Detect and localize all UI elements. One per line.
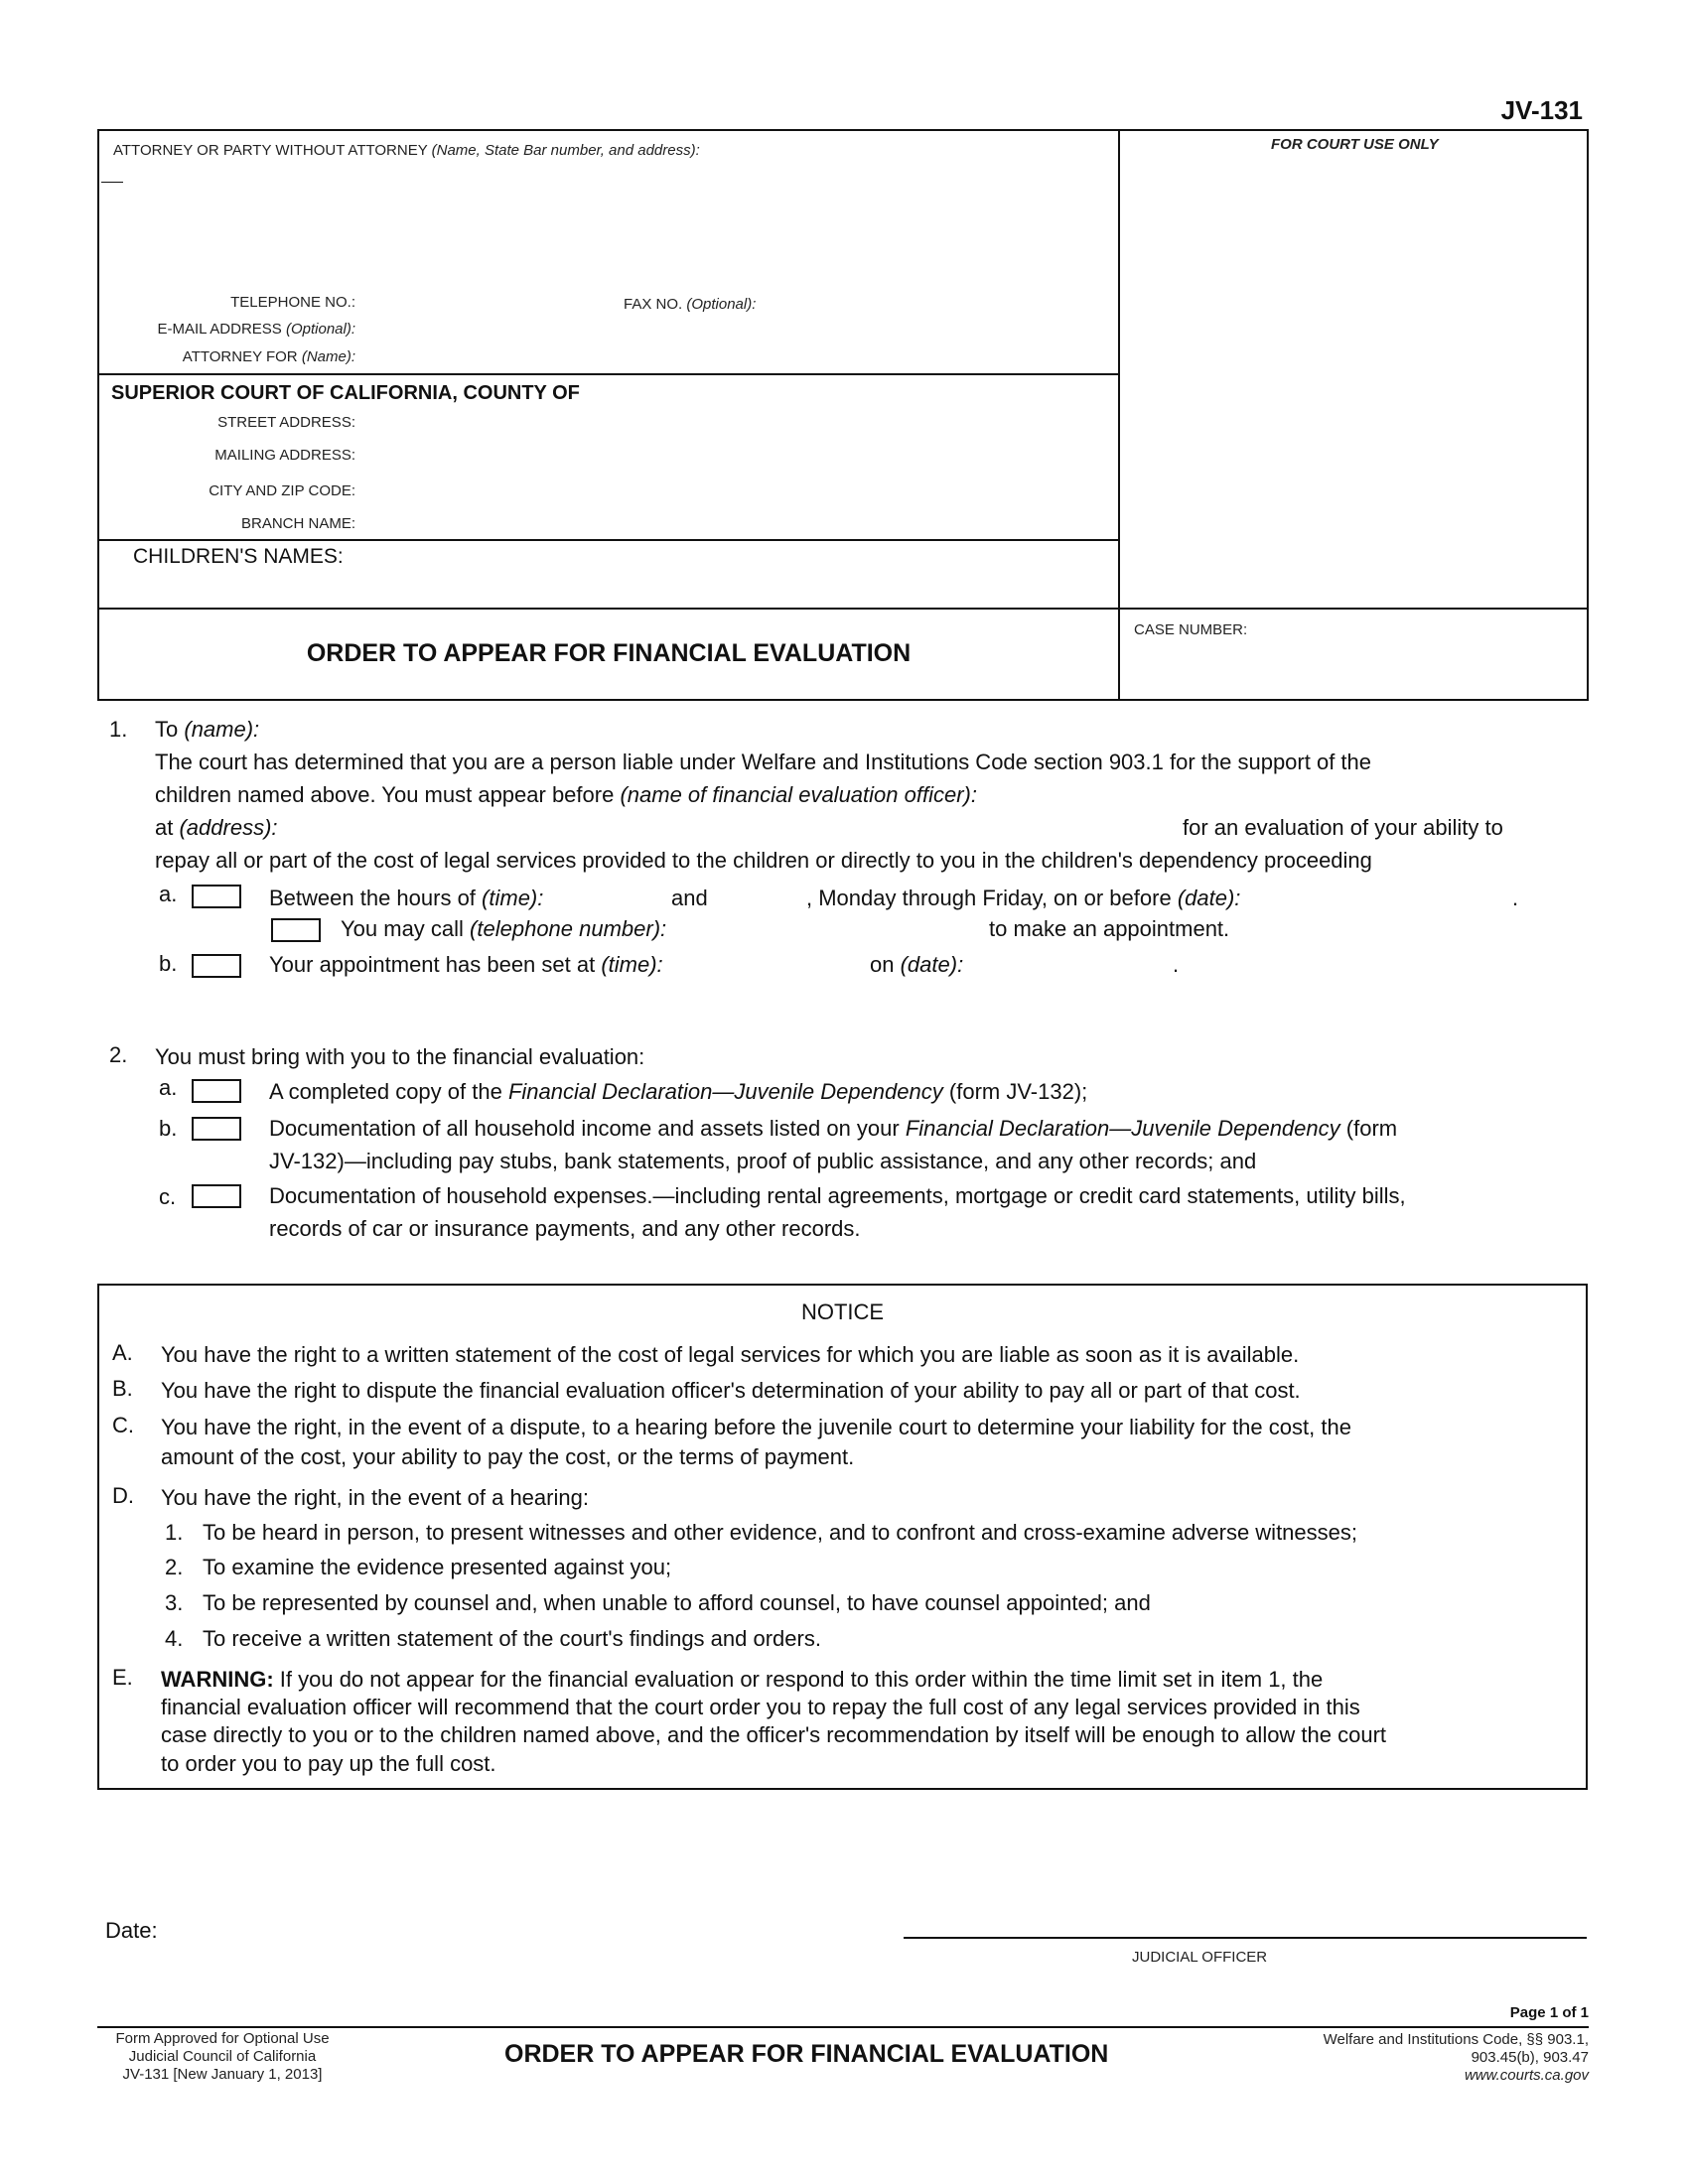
item1b-checkbox[interactable] [192,954,241,978]
notice-C1: You have the right, in the event of a dispute, to a hearing before the juvenile court to determine your liability for the cost, the [161,1415,1351,1439]
court-name: SUPERIOR COURT OF CALIFORNIA, COUNTY OF [111,382,580,404]
item1-to [155,715,259,744]
signature-line [904,1937,1587,1939]
children-label: CHILDREN'S NAMES: [133,545,344,568]
item1a-time-from[interactable] [586,886,669,913]
item1-name-label: (name): [184,717,260,742]
attorney-label-italic: (Name, State Bar number, and address): [431,142,700,159]
item2b-text1: Documentation of all household income and assets listed on your [269,1116,900,1141]
city-input[interactable] [361,478,1100,503]
county-input[interactable] [635,380,1106,408]
footer-rule [97,2026,1589,2028]
item1b-letter: b. [159,951,178,976]
item2-intro: You must bring with you to the financial evaluation: [155,1044,645,1069]
item1a-time-to[interactable] [721,886,804,913]
fax-input[interactable] [780,290,1102,316]
item2a-text1: A completed copy of the [269,1079,502,1104]
item1a-mf [806,884,1240,912]
children-input[interactable] [361,544,1100,572]
notice-D4: To receive a written statement of the court's findings and orders. [203,1626,821,1651]
attorney-mark [101,182,123,183]
title-divider [97,608,1589,610]
item1a-and: and [671,886,708,910]
notice-E-letter: E. [112,1665,133,1690]
notice-D-letter: D. [112,1483,134,1508]
item1a-text1: Between the hours of [269,886,476,910]
footer-right3: www.courts.ca.gov [1464,2067,1589,2084]
attorney-label [113,142,700,159]
footer-left1: Form Approved for Optional Use [115,2030,330,2047]
item1a-checkbox[interactable] [192,885,241,908]
footer-right1: Welfare and Institutions Code, §§ 903.1, [1323,2031,1589,2048]
fax-label [624,296,756,313]
item1a-mf-text: , Monday through Friday, on or before [806,886,1172,910]
signature-input[interactable] [914,1906,1583,1936]
case-number-input[interactable] [1134,650,1575,680]
notice-B: You have the right to dispute the financial evaluation officer's determination of your ability to pay all or part of that cost. [161,1378,1301,1403]
item1-number: 1. [109,717,128,742]
header-vertical-divider [1118,129,1120,701]
footer-left [97,2030,348,2084]
address-input[interactable] [303,815,1171,843]
notice-D1-num: 1. [165,1520,184,1545]
item2b-letter: b. [159,1116,178,1141]
form-id: JV-131 [1500,95,1583,125]
item1b-date-input[interactable] [983,952,1176,980]
telephone-input[interactable] [361,290,614,316]
notice-B-letter: B. [112,1376,133,1401]
item1-line2-text: children named above. You must appear before [155,782,615,807]
item1b-date-label: (date): [900,952,964,977]
notice-E-warning: WARNING: [161,1667,274,1692]
footer-right [1324,2031,1589,2085]
item2c-line2: records of car or insurance payments, and any other records. [269,1216,861,1241]
street-input[interactable] [361,409,1100,435]
mailing-label: MAILING ADDRESS: [214,447,355,464]
notice-E4: to order you to pay up the full cost. [161,1751,496,1776]
notice-E2: financial evaluation officer will recommend that the court order you to repay the full cost of any legal services provided in this [161,1695,1360,1719]
item2a-letter: a. [159,1075,178,1100]
attorney-for-label [97,348,355,365]
item2c-letter: c. [159,1184,177,1209]
form-title: ORDER TO APPEAR FOR FINANCIAL EVALUATION [306,639,912,667]
item2b-line1 [269,1114,1397,1143]
notice-C-letter: C. [112,1413,134,1437]
item1-address-label: (address): [179,815,278,840]
email-label [97,321,355,338]
item2a-italic: Financial Declaration—Juvenile Dependency [507,1079,943,1104]
item1b-time-input[interactable] [725,952,868,980]
street-label: STREET ADDRESS: [217,414,355,431]
footer-title: ORDER TO APPEAR FOR FINANCIAL EVALUATION [504,2040,1109,2068]
item1-line1: The court has determined that you are a person liable under Welfare and Institutions Code section 903.1 for the support of the [155,750,1372,774]
city-label: CITY AND ZIP CODE: [209,482,355,499]
item2c-line1: Documentation of household expenses.—including rental agreements, mortgage or credit card statements, utility bills, [269,1183,1406,1208]
item2a-text2: (form JV-132); [948,1079,1088,1104]
item2b-italic: Financial Declaration—Juvenile Dependency [905,1116,1340,1141]
notice-E1-text: If you do not appear for the financial evaluation or respond to this order within the time limit set in item 1, the [279,1667,1324,1692]
email-input[interactable] [361,317,1100,342]
telephone-label: TELEPHONE NO.: [230,294,355,311]
branch-input[interactable] [361,510,1100,536]
item1-at-text: at [155,815,174,840]
date-label: Date: [105,1918,158,1943]
item1a-call-text2: to make an appointment. [989,916,1230,941]
email-optional: (Optional): [285,321,355,338]
notice-D4-num: 4. [165,1626,184,1651]
notice-E3: case directly to you or to the children named above, and the officer's recommendation by itself will be enough to allow the court [161,1722,1387,1747]
judicial-officer-label: JUDICIAL OFFICER [1132,1949,1268,1966]
item1a-letter: a. [159,882,178,906]
item1-at [155,813,278,842]
item2-number: 2. [109,1042,128,1067]
item1a-time-label: (time): [482,886,544,910]
item1-to-text: To [155,717,179,742]
item1a-date-label: (date): [1177,886,1241,910]
attorney-label-text: ATTORNEY OR PARTY WITHOUT ATTORNEY [113,142,428,159]
item1b-on [870,950,963,979]
item1a-text [269,884,543,912]
item2b-text2: (form [1345,1116,1398,1141]
footer-left2: Judicial Council of California [128,2048,317,2065]
notice-A: You have the right to a written statement of the cost of legal services for which you are liable as soon as it is available. [161,1342,1300,1367]
attorney-for-input[interactable] [361,344,1100,370]
branch-label: BRANCH NAME: [240,515,355,532]
item1b-time-label: (time): [601,952,663,977]
item1a-call-text1: You may call [341,916,464,941]
item1-name-input[interactable] [288,717,1563,745]
court-divider [97,539,1120,541]
item2c-checkbox[interactable] [192,1184,241,1208]
item2b-line2: JV-132)—including pay stubs, bank statements, proof of public assistance, and any other records; and [269,1149,1257,1173]
item1b-text1: Your appointment has been set at [269,952,596,977]
attorney-for-label-text: ATTORNEY FOR [182,348,298,365]
notice-D2-num: 2. [165,1555,184,1579]
notice-E1 [161,1665,1323,1694]
item1-line4: repay all or part of the cost of legal services provided to the children or directly to you in the children's dependency proceeding [155,848,1372,873]
footer-left3: JV-131 [New January 1, 2013] [122,2066,323,2083]
notice-D2: To examine the evidence presented against you; [203,1555,672,1579]
notice-A-letter: A. [112,1340,133,1365]
item1-line2 [155,780,977,809]
item2a-text [269,1077,1087,1106]
notice-D1: To be heard in person, to present witnesses and other evidence, and to confront and cross-examine adverse witnesses; [203,1520,1358,1545]
mailing-input[interactable] [361,442,1100,468]
attorney-for-name: (Name): [301,348,355,365]
item1-for-eval: for an evaluation of your ability to [1183,815,1503,840]
notice-D3: To be represented by counsel and, when unable to afford counsel, to have counsel appointed; and [203,1590,1151,1615]
notice-heading: NOTICE [800,1299,885,1324]
date-input[interactable] [175,1918,596,1948]
item2b-checkbox[interactable] [192,1117,241,1141]
notice-D3-num: 3. [165,1590,184,1615]
email-label-text: E-MAIL ADDRESS [157,321,282,338]
footer-right2: 903.45(b), 903.47 [1471,2049,1589,2066]
attorney-input[interactable] [129,169,1106,197]
attorney-divider [97,373,1120,375]
item1b-on-text: on [870,952,895,977]
item1a-date[interactable] [1311,886,1513,913]
notice-C2: amount of the cost, your ability to pay the cost, or the terms of payment. [161,1444,855,1469]
item1-officer-label: (name of financial evaluation officer): [620,782,977,807]
fax-label-text: FAX NO. [624,296,683,313]
court-use-label: FOR COURT USE ONLY [1271,136,1439,153]
case-number-label: CASE NUMBER: [1134,621,1248,638]
item1b-text [269,950,663,979]
item2a-checkbox[interactable] [192,1079,241,1103]
officer-name-input[interactable] [1102,782,1563,810]
item1a-period: . [1512,886,1519,910]
notice-D: You have the right, in the event of a hearing: [161,1485,589,1510]
item1a-call-text [341,914,666,943]
footer-page: Page 1 of 1 [1509,2004,1589,2021]
item1a-call-checkbox[interactable] [271,918,321,942]
item1a-phone-input[interactable] [715,916,987,944]
item1b-period: . [1173,952,1180,977]
item1a-tel-label: (telephone number): [470,916,667,941]
fax-optional: (Optional): [686,296,757,313]
